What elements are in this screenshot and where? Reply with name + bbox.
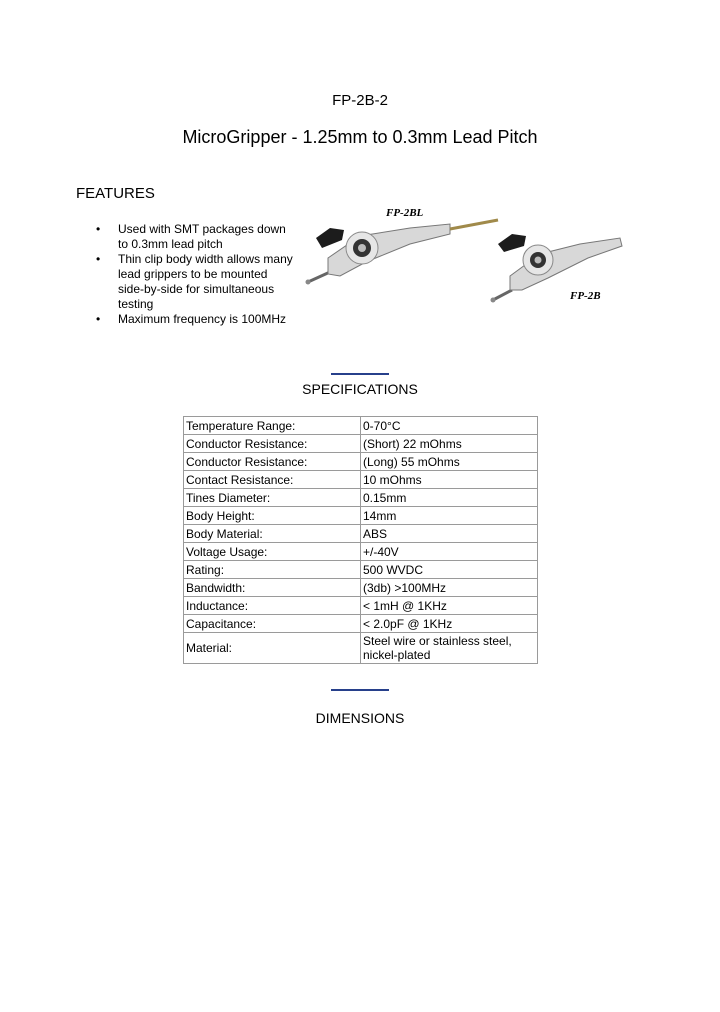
specifications-heading: SPECIFICATIONS bbox=[302, 381, 418, 397]
spec-label: Inductance: bbox=[184, 597, 361, 615]
spec-value: 0-70°C bbox=[361, 417, 538, 435]
feature-item: • Used with SMT packages down to 0.3mm lead pitch bbox=[96, 222, 296, 252]
spec-row bbox=[184, 417, 538, 435]
spec-row bbox=[184, 543, 538, 561]
spec-value: 500 WVDC bbox=[361, 561, 538, 579]
page-title: MicroGripper - 1.25mm to 0.3mm Lead Pitch bbox=[182, 127, 538, 147]
spec-label: Conductor Resistance: bbox=[184, 435, 361, 453]
spec-value: (Long) 55 mOhms bbox=[361, 453, 538, 471]
spec-value: (3db) >100MHz bbox=[361, 579, 538, 597]
spec-row bbox=[184, 507, 538, 525]
section-divider bbox=[331, 373, 389, 375]
spec-row bbox=[184, 525, 538, 543]
spec-value: 14mm bbox=[361, 507, 538, 525]
spec-row bbox=[184, 561, 538, 579]
spec-label: Capacitance: bbox=[184, 615, 361, 633]
specifications-table bbox=[183, 416, 538, 664]
spec-value: (Short) 22 mOhms bbox=[361, 435, 538, 453]
image-label-fp2b: FP-2B bbox=[570, 290, 601, 302]
feature-item: • Thin clip body width allows many lead grippers to be mounted side-by-side for simultaneous testing bbox=[96, 252, 296, 312]
spec-label: Contact Resistance: bbox=[184, 471, 361, 489]
spec-label: Voltage Usage: bbox=[184, 543, 361, 561]
spec-value: ABS bbox=[361, 525, 538, 543]
spec-value: +/-40V bbox=[361, 543, 538, 561]
spec-value: Steel wire or stainless steel, nickel-plated bbox=[361, 633, 538, 664]
spec-label: Conductor Resistance: bbox=[184, 453, 361, 471]
spec-value: 10 mOhms bbox=[361, 471, 538, 489]
spec-row bbox=[184, 453, 538, 471]
spec-row bbox=[184, 597, 538, 615]
spec-label: Body Material: bbox=[184, 525, 361, 543]
spec-label: Temperature Range: bbox=[184, 417, 361, 435]
dimensions-heading: DIMENSIONS bbox=[315, 710, 405, 726]
features-heading: FEATURES bbox=[76, 185, 155, 202]
spec-label: Material: bbox=[184, 633, 361, 664]
spec-label: Rating: bbox=[184, 561, 361, 579]
spec-label: Bandwidth: bbox=[184, 579, 361, 597]
part-number: FP-2B-2 bbox=[332, 92, 388, 109]
image-label-fp2bl: FP-2BL bbox=[386, 207, 424, 219]
spec-value: < 1mH @ 1KHz bbox=[361, 597, 538, 615]
section-divider bbox=[331, 689, 389, 691]
features-list bbox=[96, 222, 296, 327]
spec-row bbox=[184, 615, 538, 633]
spec-value: 0.15mm bbox=[361, 489, 538, 507]
spec-row bbox=[184, 579, 538, 597]
feature-item: • Maximum frequency is 100MHz bbox=[96, 312, 296, 327]
spec-row bbox=[184, 435, 538, 453]
spec-row bbox=[184, 489, 538, 507]
spec-label: Tines Diameter: bbox=[184, 489, 361, 507]
gripper-fp2b-illustration bbox=[491, 234, 623, 303]
spec-row bbox=[184, 633, 538, 664]
spec-row bbox=[184, 471, 538, 489]
spec-value: < 2.0pF @ 1KHz bbox=[361, 615, 538, 633]
spec-label: Body Height: bbox=[184, 507, 361, 525]
gripper-fp2bl-illustration bbox=[306, 220, 499, 285]
